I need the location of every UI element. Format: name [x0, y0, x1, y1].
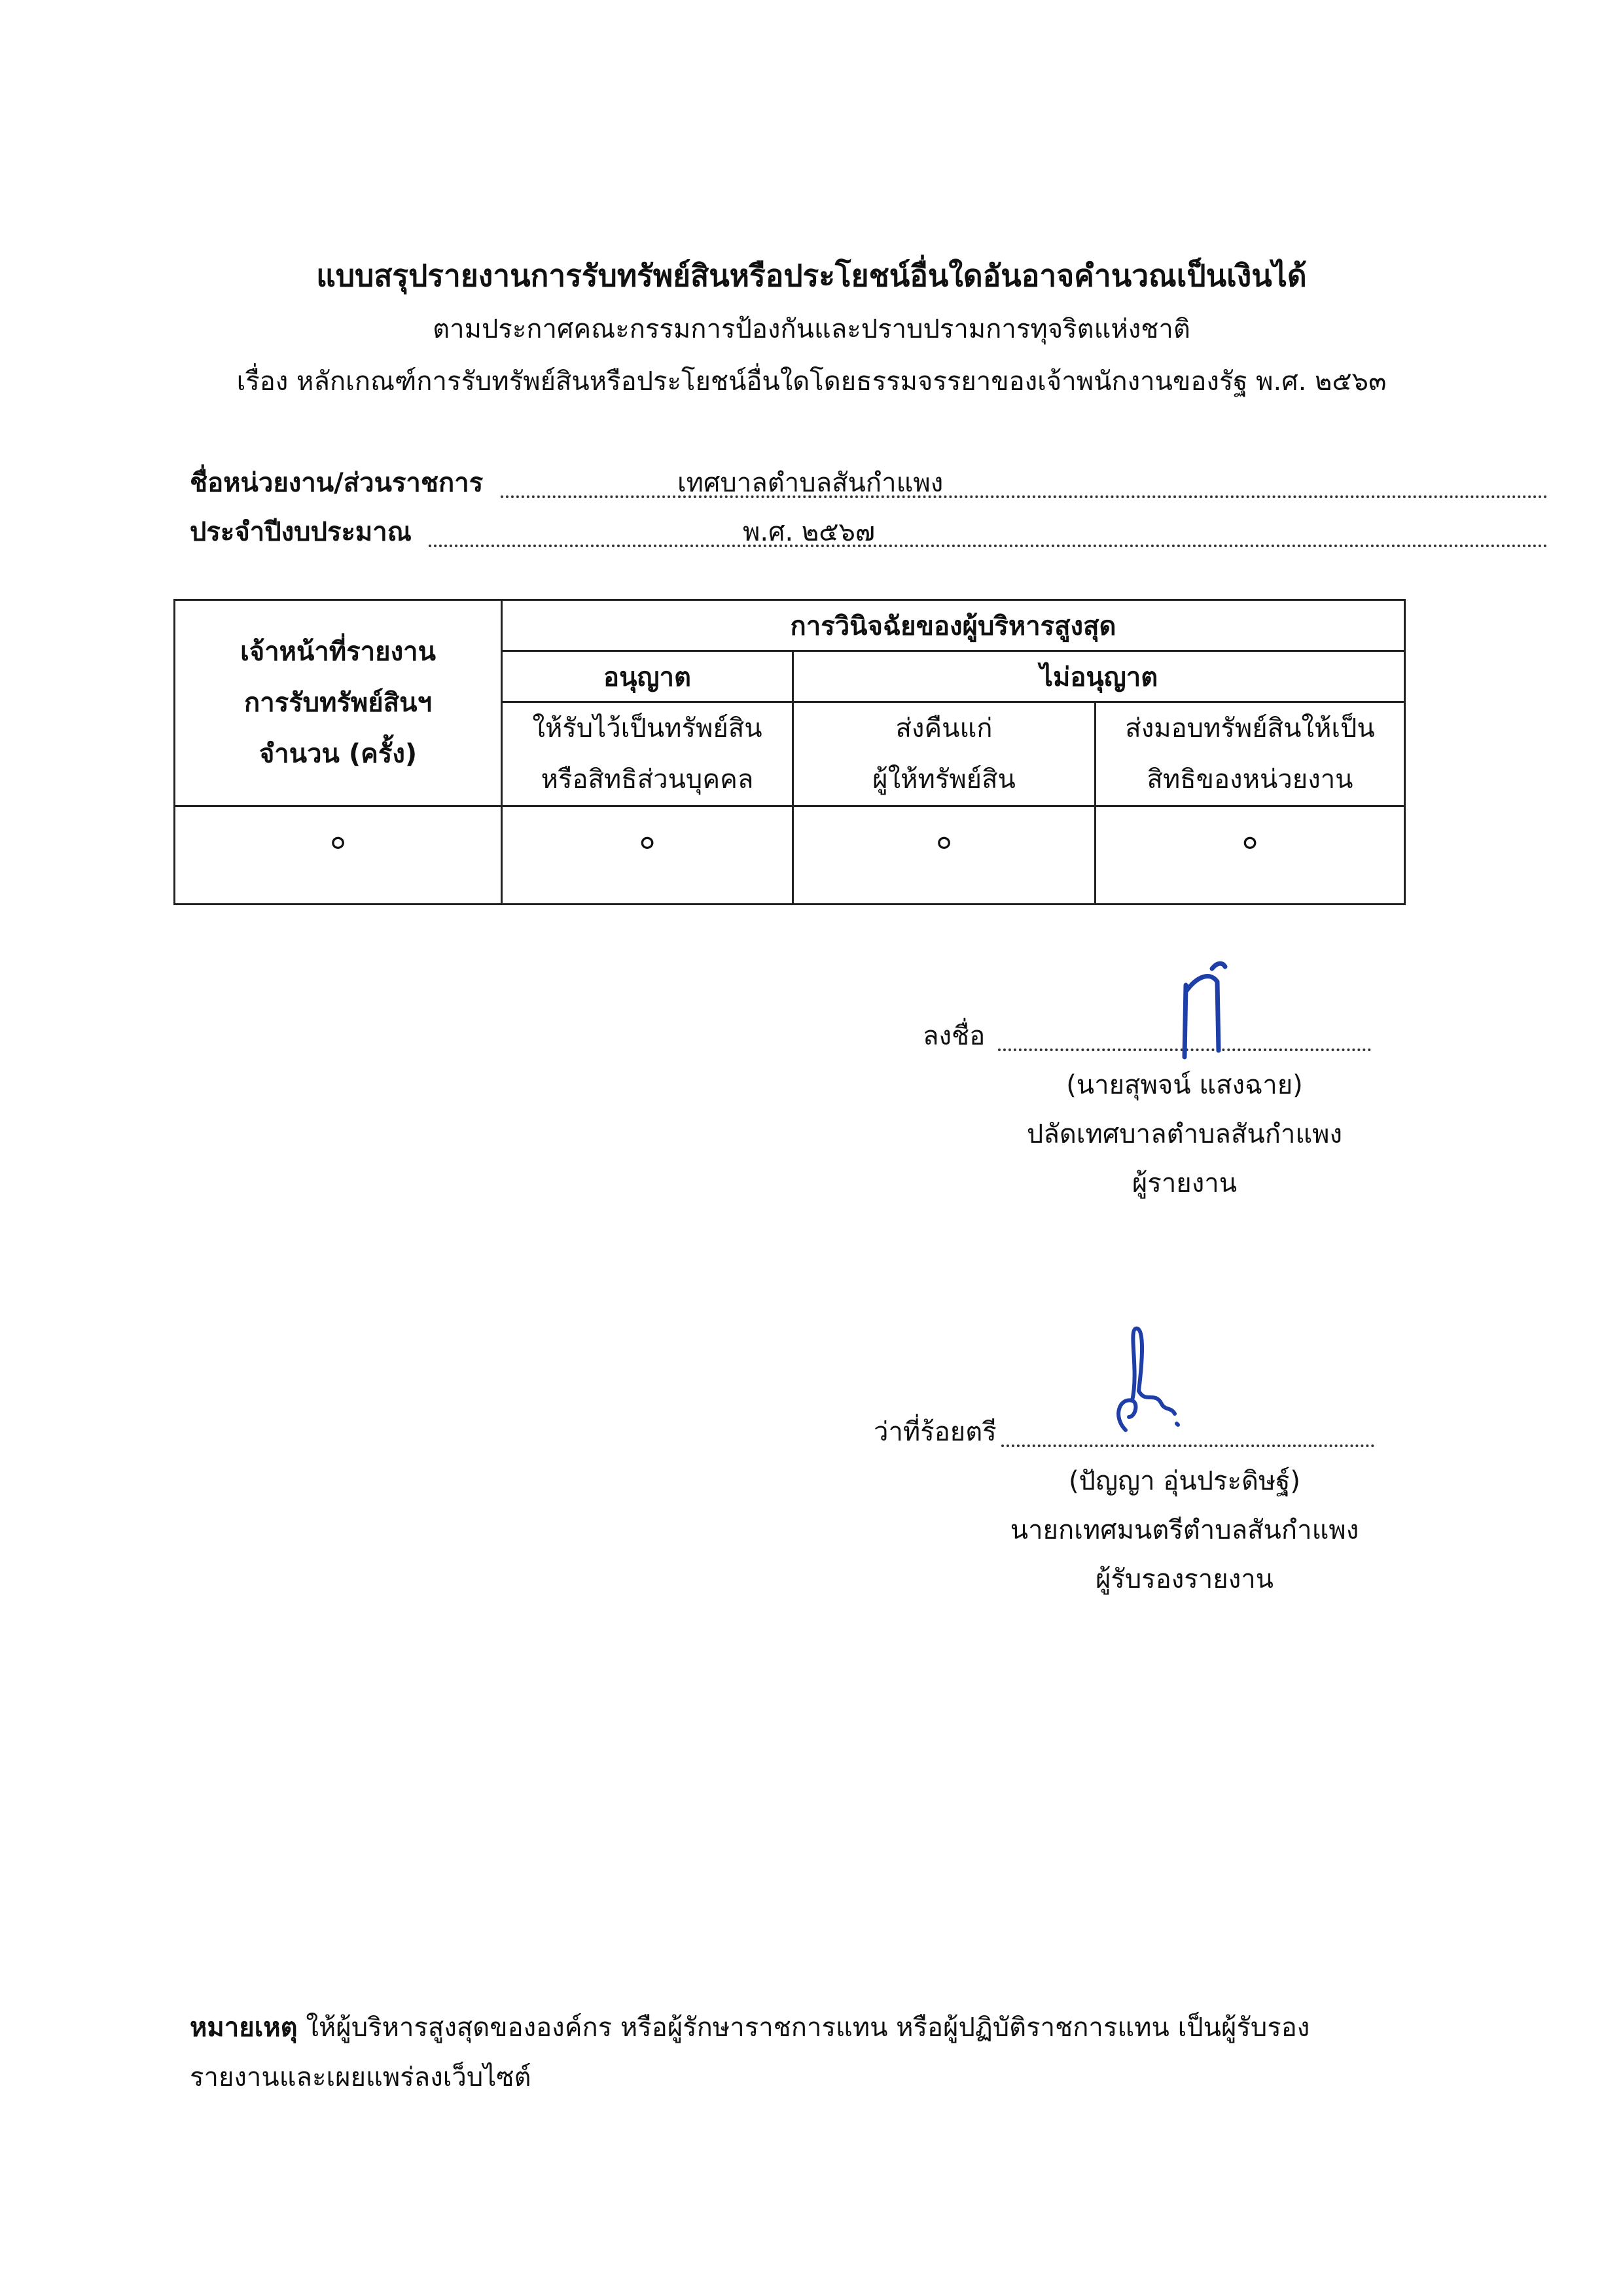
- document-subtitle-announcement: ตามประกาศคณะกรรมการป้องกันและปราบปรามการทุจริตแห่งชาติ: [433, 314, 1190, 344]
- certifier-position: นายกเทศมนตรีตำบลสันกำแพง: [1010, 1515, 1359, 1545]
- certifier-handwritten-signature: [1099, 1319, 1185, 1437]
- fiscal-year-field: [190, 511, 1368, 556]
- allowed-count-cell: ๐: [502, 806, 793, 905]
- agency-value: เทศบาลตำบลสันกำแพง: [677, 468, 944, 498]
- reporter-role: ผู้รายงาน: [1132, 1168, 1238, 1198]
- agency-dotted-line: [501, 495, 1548, 498]
- officer-report-count-cell: ๐: [175, 806, 502, 905]
- reporter-signature-line: [923, 1014, 1381, 1060]
- agency-label: ชื่อหน่วยงาน/ส่วนราชการ: [190, 468, 484, 498]
- allowed-header: อนุญาต: [502, 651, 793, 702]
- return-count-cell: ๐: [793, 806, 1096, 905]
- certifier-role: ผู้รับรองรายงาน: [1095, 1564, 1274, 1594]
- transfer-count-cell: ๐: [1096, 806, 1405, 905]
- officer-report-count-header: เจ้าหน้าที่รายงาน การรับทรัพย์สินฯ จำนวน (ครั้ง): [175, 600, 502, 806]
- footnote-line-1: หมายเหตุ ให้ผู้บริหารสูงสุดขององค์กร หรือผู้รักษาราชการแทน หรือผู้ปฏิบัติราชการแทน เป็นผู้รับรอง: [190, 2013, 1310, 2043]
- footnote-label: หมายเหตุ: [190, 2013, 298, 2043]
- footnote-line-2: รายงานและเผยแพร่ลงเว็บไซต์: [190, 2062, 531, 2092]
- gift-summary-table: [173, 599, 1406, 905]
- reporter-handwritten-signature: [1171, 952, 1243, 1064]
- agency-field: [190, 461, 1368, 507]
- footnote: [190, 2003, 1433, 2102]
- fiscal-year-label: ประจำปีงบประมาณ: [190, 517, 412, 547]
- certifier-rank-label: ว่าที่ร้อยตรี: [874, 1417, 997, 1447]
- executive-decision-header: การวินิจฉัยของผู้บริหารสูงสุด: [502, 600, 1405, 651]
- fiscal-year-dotted-line: [429, 545, 1548, 547]
- not-allowed-header: ไม่อนุญาต: [793, 651, 1405, 702]
- reporter-sign-label: ลงชื่อ: [923, 1021, 986, 1051]
- return-to-giver-header: ส่งคืนแก่ ผู้ให้ทรัพย์สิน: [793, 702, 1096, 806]
- reporter-position: ปลัดเทศบาลตำบลสันกำแพง: [1026, 1119, 1343, 1149]
- fiscal-year-value: พ.ศ. ๒๕๖๗: [743, 517, 876, 547]
- reporter-name: (นายสุพจน์ แสงฉาย): [1066, 1070, 1303, 1100]
- allowed-personal-header: ให้รับไว้เป็นทรัพย์สิน หรือสิทธิส่วนบุคคล: [502, 702, 793, 806]
- certifier-name: (ปัญญา อุ่นประดิษฐ์): [1068, 1466, 1301, 1496]
- document-title: แบบสรุปรายงานการรับทรัพย์สินหรือประโยชน์อื่นใดอันอาจคำนวณเป็นเงินได้: [316, 258, 1307, 293]
- transfer-to-agency-header: ส่งมอบทรัพย์สินให้เป็น สิทธิของหน่วยงาน: [1096, 702, 1405, 806]
- document-subtitle-subject: เรื่อง หลักเกณฑ์การรับทรัพย์สินหรือประโยชน์อื่นใดโดยธรรมจรรยาของเจ้าพนักงานของรัฐ พ.ศ. ๒๕๖๓: [236, 367, 1387, 397]
